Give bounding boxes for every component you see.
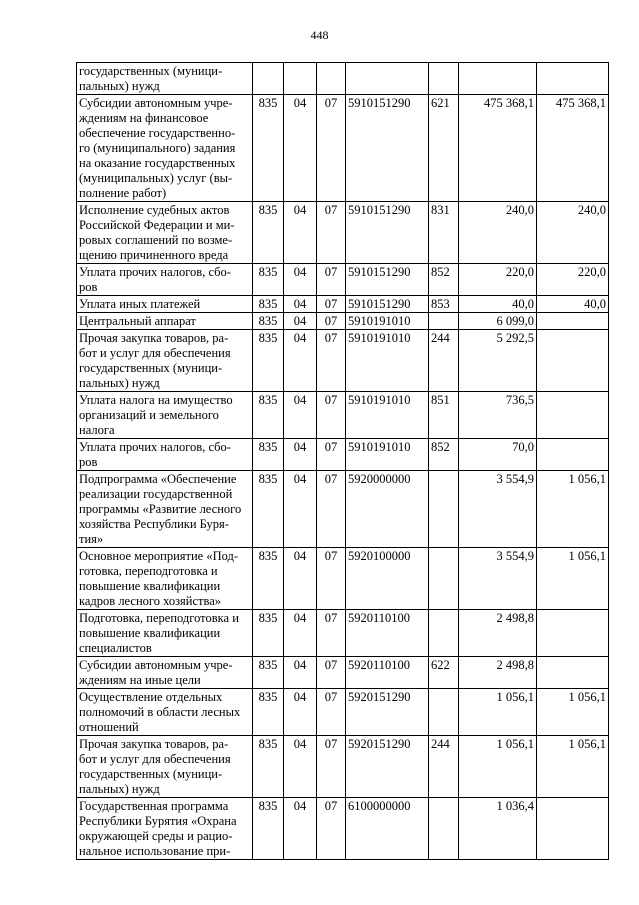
row-sum2: 220,0 xyxy=(537,264,609,296)
row-pr: 07 xyxy=(317,471,346,548)
row-pr: 07 xyxy=(317,95,346,202)
row-rz: 04 xyxy=(284,95,317,202)
row-pr: 07 xyxy=(317,548,346,610)
row-ved: 835 xyxy=(253,392,284,439)
row-csr: 5910151290 xyxy=(346,296,429,313)
row-vr: 831 xyxy=(429,202,459,264)
row-sum1: 475 368,1 xyxy=(459,95,537,202)
row-csr: 5920100000 xyxy=(346,548,429,610)
row-pr: 07 xyxy=(317,313,346,330)
row-sum1: 240,0 xyxy=(459,202,537,264)
row-rz xyxy=(284,63,317,95)
row-vr: 852 xyxy=(429,264,459,296)
row-pr: 07 xyxy=(317,689,346,736)
row-name: Центральный аппарат xyxy=(77,313,253,330)
row-sum2: 1 056,1 xyxy=(537,548,609,610)
row-csr: 5910191010 xyxy=(346,439,429,471)
row-vr xyxy=(429,313,459,330)
table-row xyxy=(77,392,609,439)
table-row xyxy=(77,548,609,610)
row-csr: 5910191010 xyxy=(346,313,429,330)
row-pr: 07 xyxy=(317,296,346,313)
row-name: Прочая закупка товаров, ра- бот и услуг для обеспечения государственных (муници- пальных) нужд xyxy=(77,330,253,392)
row-name: Подготовка, переподготовка и повышение квалификации специалистов xyxy=(77,610,253,657)
row-sum2: 40,0 xyxy=(537,296,609,313)
row-sum2 xyxy=(537,63,609,95)
row-vr xyxy=(429,689,459,736)
row-csr: 5910151290 xyxy=(346,264,429,296)
row-vr: 852 xyxy=(429,439,459,471)
table-row xyxy=(77,798,609,860)
row-ved: 835 xyxy=(253,202,284,264)
row-rz: 04 xyxy=(284,439,317,471)
row-rz: 04 xyxy=(284,736,317,798)
row-pr: 07 xyxy=(317,657,346,689)
row-name: государственных (муници- пальных) нужд xyxy=(77,63,253,95)
row-ved: 835 xyxy=(253,657,284,689)
row-pr: 07 xyxy=(317,202,346,264)
row-name: Субсидии автономным учре- ждениям на финансовое обеспечение государственно- го (муниципального) задания на оказание государственных (муниципальных) услуг (вы- полнение работ) xyxy=(77,95,253,202)
row-rz: 04 xyxy=(284,657,317,689)
row-name: Подпрограмма «Обеспечение реализации государственной программы «Развитие лесного хозяйства Республики Буря- тия» xyxy=(77,471,253,548)
table-row xyxy=(77,313,609,330)
row-ved: 835 xyxy=(253,798,284,860)
row-rz: 04 xyxy=(284,330,317,392)
row-ved: 835 xyxy=(253,689,284,736)
row-csr: 5910151290 xyxy=(346,95,429,202)
row-name: Основное мероприятие «Под- готовка, переподготовка и повышение квалификации кадров лесного хозяйства» xyxy=(77,548,253,610)
row-sum2: 1 056,1 xyxy=(537,689,609,736)
row-sum2 xyxy=(537,313,609,330)
table-row xyxy=(77,439,609,471)
row-ved: 835 xyxy=(253,610,284,657)
row-rz: 04 xyxy=(284,392,317,439)
row-ved: 835 xyxy=(253,313,284,330)
row-sum1: 40,0 xyxy=(459,296,537,313)
row-csr: 5910151290 xyxy=(346,202,429,264)
row-ved: 835 xyxy=(253,264,284,296)
budget-table xyxy=(76,62,609,860)
table-row xyxy=(77,296,609,313)
row-pr: 07 xyxy=(317,330,346,392)
row-csr: 5910191010 xyxy=(346,330,429,392)
row-sum2 xyxy=(537,610,609,657)
row-pr: 07 xyxy=(317,392,346,439)
table-row xyxy=(77,657,609,689)
row-sum1: 2 498,8 xyxy=(459,610,537,657)
row-sum1: 2 498,8 xyxy=(459,657,537,689)
row-csr: 5920110100 xyxy=(346,610,429,657)
row-vr xyxy=(429,610,459,657)
row-csr: 5920151290 xyxy=(346,736,429,798)
row-rz: 04 xyxy=(284,610,317,657)
row-csr: 5910191010 xyxy=(346,392,429,439)
row-rz: 04 xyxy=(284,202,317,264)
row-sum1: 1 056,1 xyxy=(459,736,537,798)
table-row xyxy=(77,610,609,657)
row-name: Прочая закупка товаров, ра- бот и услуг для обеспечения государственных (муници- пальных) нужд xyxy=(77,736,253,798)
row-ved: 835 xyxy=(253,471,284,548)
table-row xyxy=(77,736,609,798)
row-name: Уплата налога на имущество организаций и земельного налога xyxy=(77,392,253,439)
row-sum2: 1 056,1 xyxy=(537,736,609,798)
row-rz: 04 xyxy=(284,296,317,313)
row-name: Исполнение судебных актов Российской Федерации и ми- ровых соглашений по возме- щению причиненного вреда xyxy=(77,202,253,264)
row-sum1: 70,0 xyxy=(459,439,537,471)
row-sum1: 1 056,1 xyxy=(459,689,537,736)
row-sum1: 1 036,4 xyxy=(459,798,537,860)
row-pr: 07 xyxy=(317,439,346,471)
row-rz: 04 xyxy=(284,689,317,736)
row-csr: 5920151290 xyxy=(346,689,429,736)
row-rz: 04 xyxy=(284,264,317,296)
row-sum2: 475 368,1 xyxy=(537,95,609,202)
row-name: Уплата прочих налогов, сбо- ров xyxy=(77,439,253,471)
row-sum2 xyxy=(537,657,609,689)
table-row xyxy=(77,689,609,736)
row-sum1: 3 554,9 xyxy=(459,548,537,610)
row-ved: 835 xyxy=(253,736,284,798)
row-vr xyxy=(429,471,459,548)
row-vr xyxy=(429,548,459,610)
row-name: Государственная программа Республики Бурятия «Охрана окружающей среды и рацио- нальное использование при- xyxy=(77,798,253,860)
row-pr: 07 xyxy=(317,736,346,798)
row-sum1: 736,5 xyxy=(459,392,537,439)
row-vr: 851 xyxy=(429,392,459,439)
row-name: Осуществление отдельных полномочий в области лесных отношений xyxy=(77,689,253,736)
row-sum2: 1 056,1 xyxy=(537,471,609,548)
row-rz: 04 xyxy=(284,471,317,548)
row-sum1: 220,0 xyxy=(459,264,537,296)
row-name: Уплата иных платежей xyxy=(77,296,253,313)
row-pr: 07 xyxy=(317,798,346,860)
table-row xyxy=(77,330,609,392)
row-csr: 6100000000 xyxy=(346,798,429,860)
row-ved: 835 xyxy=(253,95,284,202)
row-sum1: 6 099,0 xyxy=(459,313,537,330)
row-ved: 835 xyxy=(253,439,284,471)
table-row xyxy=(77,95,609,202)
row-ved: 835 xyxy=(253,296,284,313)
row-pr xyxy=(317,63,346,95)
table-row xyxy=(77,202,609,264)
table-row xyxy=(77,63,609,95)
row-rz: 04 xyxy=(284,313,317,330)
row-vr xyxy=(429,798,459,860)
row-vr: 244 xyxy=(429,330,459,392)
row-sum1: 3 554,9 xyxy=(459,471,537,548)
row-vr: 621 xyxy=(429,95,459,202)
row-csr: 5920110100 xyxy=(346,657,429,689)
row-ved: 835 xyxy=(253,330,284,392)
row-vr: 244 xyxy=(429,736,459,798)
row-name: Субсидии автономным учре- ждениям на иные цели xyxy=(77,657,253,689)
row-sum2 xyxy=(537,798,609,860)
table-row xyxy=(77,264,609,296)
row-vr: 622 xyxy=(429,657,459,689)
row-vr xyxy=(429,63,459,95)
row-ved xyxy=(253,63,284,95)
row-pr: 07 xyxy=(317,610,346,657)
row-sum2 xyxy=(537,330,609,392)
row-sum2: 240,0 xyxy=(537,202,609,264)
row-rz: 04 xyxy=(284,548,317,610)
row-csr xyxy=(346,63,429,95)
row-sum1 xyxy=(459,63,537,95)
table-row xyxy=(77,471,609,548)
row-vr: 853 xyxy=(429,296,459,313)
row-sum2 xyxy=(537,439,609,471)
row-sum1: 5 292,5 xyxy=(459,330,537,392)
row-rz: 04 xyxy=(284,798,317,860)
page-number: 448 xyxy=(310,28,329,42)
row-name: Уплата прочих налогов, сбо- ров xyxy=(77,264,253,296)
row-pr: 07 xyxy=(317,264,346,296)
row-csr: 5920000000 xyxy=(346,471,429,548)
row-sum2 xyxy=(537,392,609,439)
row-ved: 835 xyxy=(253,548,284,610)
